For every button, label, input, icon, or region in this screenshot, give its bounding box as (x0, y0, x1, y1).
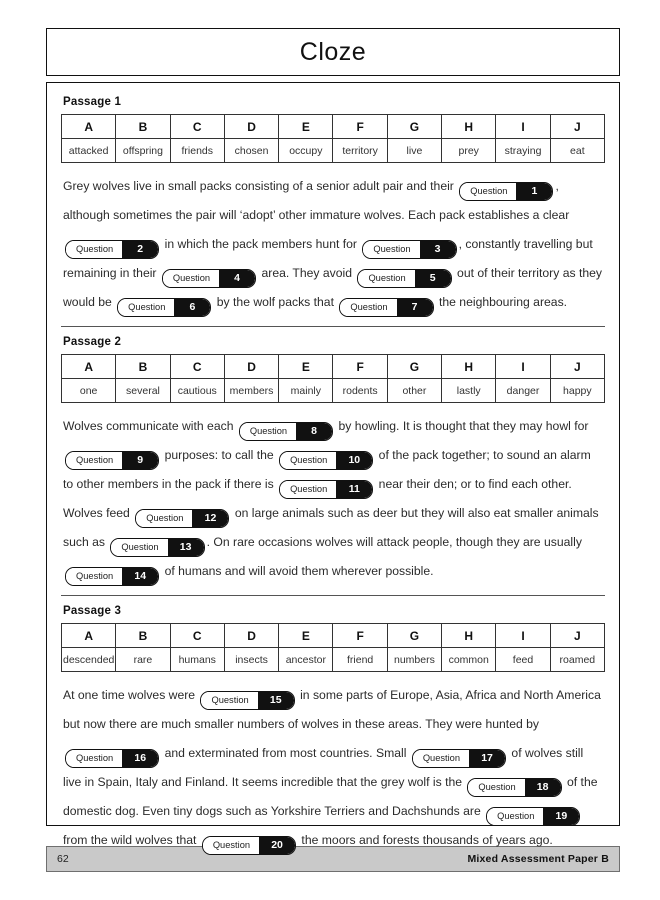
question-number: 10 (336, 452, 372, 469)
passage-text-run: purposes: to call the (161, 448, 278, 462)
question-label: Question (487, 808, 543, 825)
question-number: 16 (122, 750, 158, 767)
column-letter-header: C (170, 355, 224, 379)
question-blank-10[interactable] (279, 451, 373, 470)
column-letter-header: E (279, 355, 333, 379)
question-blank-17[interactable] (412, 749, 506, 768)
question-label: Question (66, 241, 122, 258)
column-letter-header: I (496, 115, 550, 139)
question-number: 17 (469, 750, 505, 767)
word-option-cell[interactable]: one (62, 379, 116, 403)
word-option-cell[interactable]: friend (333, 648, 387, 672)
column-letter-header: I (496, 624, 550, 648)
passage-section (61, 326, 605, 586)
column-letter-header: E (279, 624, 333, 648)
footer-page-number: 62 (57, 853, 69, 865)
word-option-cell[interactable]: feed (496, 648, 550, 672)
question-number: 2 (122, 241, 158, 258)
question-blank-1[interactable] (459, 182, 553, 201)
question-label: Question (66, 452, 122, 469)
column-letter-header: A (62, 624, 116, 648)
word-option-cell[interactable]: numbers (387, 648, 441, 672)
column-letter-header: J (550, 624, 604, 648)
word-option-cell[interactable]: happy (550, 379, 604, 403)
question-blank-7[interactable] (339, 298, 433, 317)
column-letter-header: J (550, 355, 604, 379)
word-option-cell[interactable]: rare (116, 648, 170, 672)
question-blank-5[interactable] (357, 269, 451, 288)
column-letter-header: H (442, 624, 496, 648)
question-number: 4 (219, 270, 255, 287)
passage-text-run: of the pack together; to sound an alarm to other members in the pack if there is (63, 448, 595, 491)
question-blank-3[interactable] (362, 240, 456, 259)
column-letter-header: B (116, 115, 170, 139)
word-option-cell[interactable]: straying (496, 139, 550, 163)
question-blank-4[interactable] (162, 269, 256, 288)
passage-text-run: by howling. It is thought that they may howl for (335, 419, 592, 433)
question-number: 18 (525, 779, 561, 796)
question-blank-20[interactable] (202, 836, 296, 855)
word-option-cell[interactable]: mainly (279, 379, 333, 403)
question-label: Question (280, 452, 336, 469)
column-letter-header: G (387, 355, 441, 379)
word-option-cell[interactable]: roamed (550, 648, 604, 672)
question-number: 6 (174, 299, 210, 316)
passage-section (61, 93, 605, 317)
question-number: 8 (296, 423, 332, 440)
passage-text-run: of wolves still live in Spain, Italy and Finland. It seems incredible that the grey wolf is the (63, 746, 587, 789)
question-blank-18[interactable] (467, 778, 561, 797)
passage-text (61, 681, 605, 855)
question-number: 14 (122, 568, 158, 585)
word-option-cell[interactable]: several (116, 379, 170, 403)
word-bank-table (61, 354, 605, 403)
word-bank-table (61, 623, 605, 672)
question-label: Question (66, 750, 122, 767)
passage-text-run: in which the pack members hunt for (161, 237, 361, 251)
question-label: Question (111, 539, 167, 556)
column-letter-header: G (387, 115, 441, 139)
word-option-cell[interactable]: common (442, 648, 496, 672)
column-letter-header: B (116, 624, 170, 648)
column-letter-header: C (170, 115, 224, 139)
question-blank-13[interactable] (110, 538, 204, 557)
question-label: Question (201, 692, 257, 709)
question-blank-12[interactable] (135, 509, 229, 528)
question-label: Question (363, 241, 419, 258)
word-option-cell[interactable]: lastly (442, 379, 496, 403)
word-option-cell[interactable]: other (387, 379, 441, 403)
word-option-cell[interactable]: ancestor (279, 648, 333, 672)
column-letter-header: I (496, 355, 550, 379)
table-row (62, 379, 605, 403)
passage-text (61, 172, 605, 317)
passage-text-run: near their den; or to find each other. Wolves feed (63, 477, 576, 520)
question-label: Question (66, 568, 122, 585)
word-option-cell[interactable]: occupy (279, 139, 333, 163)
passages-container (46, 82, 620, 851)
question-label: Question (136, 510, 192, 527)
word-option-cell[interactable]: members (224, 379, 278, 403)
title-box (46, 28, 620, 76)
column-letter-header: H (442, 355, 496, 379)
passage-text-run: from the wild wolves that (63, 804, 586, 847)
question-number: 1 (516, 183, 552, 200)
word-option-cell[interactable]: rodents (333, 379, 387, 403)
passage-text-run: At one time wolves were (63, 688, 199, 702)
question-label: Question (413, 750, 469, 767)
word-option-cell[interactable]: offspring (116, 139, 170, 163)
question-number: 20 (259, 837, 295, 854)
passage-text-run: the neighbouring areas. (435, 295, 568, 309)
passage-text-run: area. They avoid (258, 266, 356, 280)
passage-text-run: , constantly travelling but remaining in their (63, 237, 597, 280)
table-row (62, 139, 605, 163)
column-letter-header: D (224, 115, 278, 139)
table-header-row (62, 115, 605, 139)
column-letter-header: A (62, 115, 116, 139)
word-option-cell[interactable]: live (387, 139, 441, 163)
word-option-cell[interactable]: danger (496, 379, 550, 403)
column-letter-header: H (442, 115, 496, 139)
passage-heading: Passage 3 (63, 605, 122, 617)
question-label: Question (358, 270, 414, 287)
passage-text-run: . On rare occasions wolves will attack people, though they are usually (206, 535, 586, 549)
question-label: Question (460, 183, 516, 200)
question-blank-6[interactable] (117, 298, 211, 317)
question-label: Question (203, 837, 259, 854)
question-blank-8[interactable] (239, 422, 333, 441)
question-blank-9[interactable] (65, 451, 159, 470)
question-blank-15[interactable] (200, 691, 294, 710)
word-option-cell[interactable]: humans (170, 648, 224, 672)
column-letter-header: E (279, 115, 333, 139)
word-option-cell[interactable]: territory (333, 139, 387, 163)
question-number: 19 (543, 808, 579, 825)
column-letter-header: J (550, 115, 604, 139)
word-option-cell[interactable]: cautious (170, 379, 224, 403)
column-letter-header: B (116, 355, 170, 379)
footer-paper-title: Mixed Assessment Paper B (467, 853, 609, 865)
question-number: 5 (415, 270, 451, 287)
passage-heading: Passage 2 (63, 336, 122, 348)
word-option-cell[interactable]: attacked (62, 139, 116, 163)
question-number: 15 (258, 692, 294, 709)
word-option-cell[interactable]: prey (442, 139, 496, 163)
column-letter-header: F (333, 624, 387, 648)
question-number: 9 (122, 452, 158, 469)
passage-text-run: in some parts of Europe, Asia, Africa and North America but now there are much smaller numbers of wolves in these areas. They were hunted by (63, 688, 605, 731)
passage-text (61, 412, 605, 586)
question-blank-2[interactable] (65, 240, 159, 259)
word-option-cell[interactable]: insects (224, 648, 278, 672)
question-label: Question (280, 481, 336, 498)
question-label: Question (240, 423, 296, 440)
column-letter-header: D (224, 624, 278, 648)
question-label: Question (118, 299, 174, 316)
passage-text-run: by the wolf packs that (213, 295, 338, 309)
passage-text-run: of humans and will avoid them wherever possible. (161, 564, 434, 578)
column-letter-header: F (333, 355, 387, 379)
page-title: Cloze (299, 37, 367, 66)
question-number: 11 (336, 481, 372, 498)
question-number: 7 (397, 299, 433, 316)
word-option-cell[interactable]: descended (62, 648, 116, 672)
question-number: 3 (420, 241, 456, 258)
column-letter-header: G (387, 624, 441, 648)
passage-text-run: on large animals such as deer but they will also eat smaller animals such as (63, 506, 602, 549)
passage-text-run: the moors and forests thousands of years ago. (298, 833, 553, 847)
passage-section (61, 595, 605, 855)
question-blank-19[interactable] (486, 807, 580, 826)
passage-text-run: Grey wolves live in small packs consisting of a senior adult pair and their (63, 179, 458, 193)
column-letter-header: A (62, 355, 116, 379)
column-letter-header: F (333, 115, 387, 139)
question-label: Question (340, 299, 396, 316)
question-number: 12 (192, 510, 228, 527)
question-label: Question (163, 270, 219, 287)
passage-text-run: and exterminated from most countries. Small (161, 746, 410, 760)
question-label: Question (468, 779, 524, 796)
table-header-row (62, 355, 605, 379)
question-blank-16[interactable] (65, 749, 159, 768)
question-blank-14[interactable] (65, 567, 159, 586)
question-blank-11[interactable] (279, 480, 373, 499)
passage-text-run: Wolves communicate with each (63, 419, 237, 433)
passage-text-run: , although sometimes the pair will ‘adopt’ other immature wolves. Each pack establishes a clear (63, 179, 573, 222)
word-option-cell[interactable]: friends (170, 139, 224, 163)
table-row (62, 648, 605, 672)
column-letter-header: D (224, 355, 278, 379)
column-letter-header: C (170, 624, 224, 648)
passage-text-run: out of their territory as they would be (63, 266, 606, 309)
passage-heading: Passage 1 (63, 96, 122, 108)
word-option-cell[interactable]: chosen (224, 139, 278, 163)
question-number: 13 (168, 539, 204, 556)
table-header-row (62, 624, 605, 648)
word-bank-table (61, 114, 605, 163)
word-option-cell[interactable]: eat (550, 139, 604, 163)
passage-text-run: of the domestic dog. Even tiny dogs such as Yorkshire Terriers and Dachshunds are (63, 775, 601, 818)
